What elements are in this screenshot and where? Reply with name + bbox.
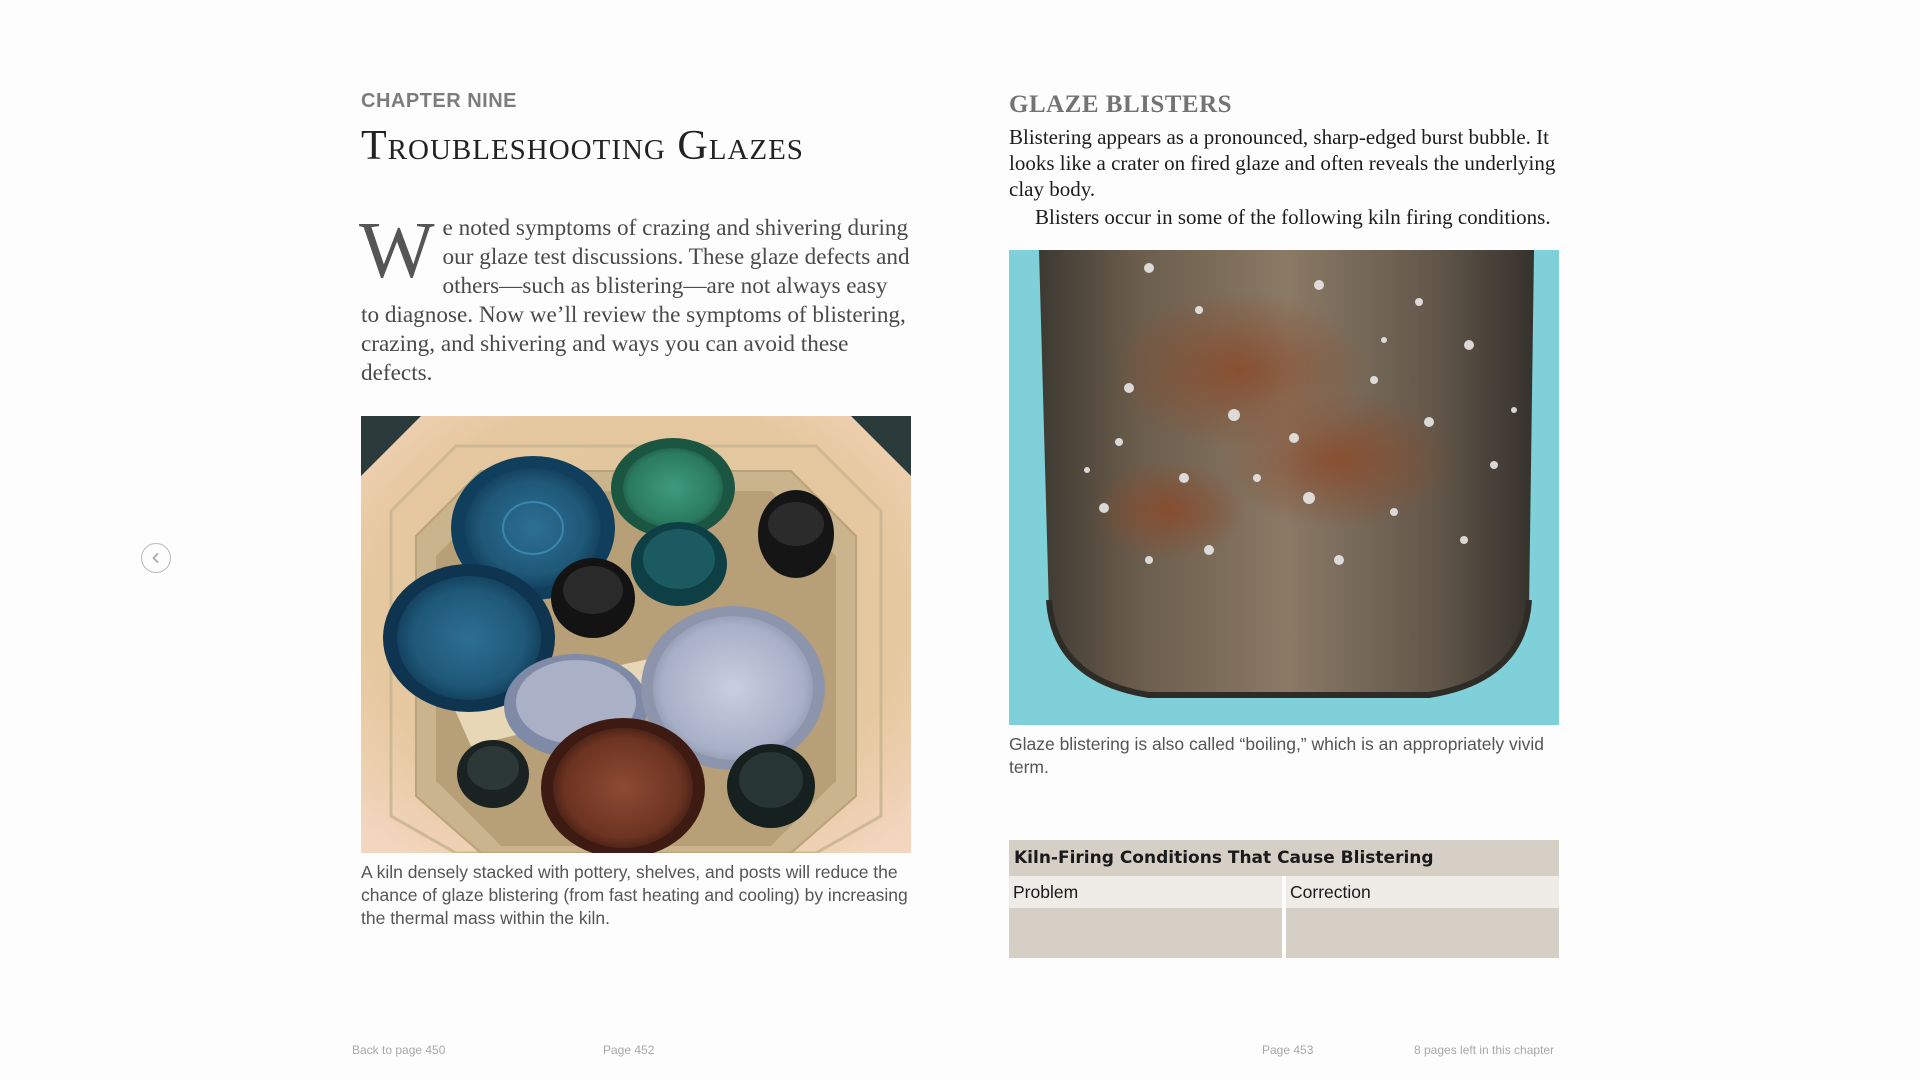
section-heading: GLAZE BLISTERS — [1009, 91, 1233, 118]
intro-text: e noted symptoms of crazing and shivering during our glaze test discussions. These glaze defects and others—such as blistering—are not always easy to diagnose. Now we’ll review the symptoms of blistering, crazing, and shivering and ways you can avoid these defects. — [361, 215, 910, 386]
intro-paragraph — [359, 207, 911, 388]
kiln-caption: A kiln densely stacked with pottery, shelves, and posts will reduce the chance of glaze blistering (from fast heating and cooling) by increasing the thermal mass within the kiln. — [361, 862, 908, 928]
table-header-problem: Problem — [1009, 876, 1282, 908]
table-cell-correction — [1286, 908, 1559, 958]
blister-caption: Glaze blistering is also called “boiling,” which is an appropriately vivid term. — [1009, 734, 1544, 777]
kiln-illustration — [361, 416, 911, 853]
left-page — [361, 88, 911, 930]
chevron-left-icon — [150, 552, 162, 564]
paragraph-2: Blisters occur in some of the following kiln firing conditions. — [1035, 205, 1551, 229]
right-page-number: Page 453 — [1262, 1043, 1314, 1057]
chapter-title: Troubleshooting Glazes — [361, 123, 804, 169]
blistering-table — [1009, 840, 1559, 958]
drop-cap: W — [359, 207, 435, 295]
blister-illustration — [1009, 250, 1559, 725]
pages-left-indicator: 8 pages left in this chapter — [1414, 1043, 1555, 1057]
back-to-page-link[interactable]: Back to page 450 — [352, 1043, 446, 1057]
previous-page-button[interactable] — [141, 543, 171, 573]
left-page-number: Page 452 — [603, 1043, 655, 1057]
table-row — [1009, 908, 1559, 958]
chapter-label: CHAPTER NINE — [361, 90, 518, 112]
blister-photo — [1009, 250, 1559, 725]
paragraph-1: Blistering appears as a pronounced, sharp-edged burst bubble. It looks like a crater on fired glaze and often reveals the underlying clay body. — [1009, 125, 1556, 201]
table-header-correction: Correction — [1286, 876, 1559, 908]
table-header-row — [1009, 876, 1559, 908]
table-title: Kiln-Firing Conditions That Cause Blistering — [1009, 840, 1559, 876]
table-cell-problem — [1009, 908, 1282, 958]
kiln-photo — [361, 416, 911, 853]
right-page — [1009, 88, 1559, 779]
